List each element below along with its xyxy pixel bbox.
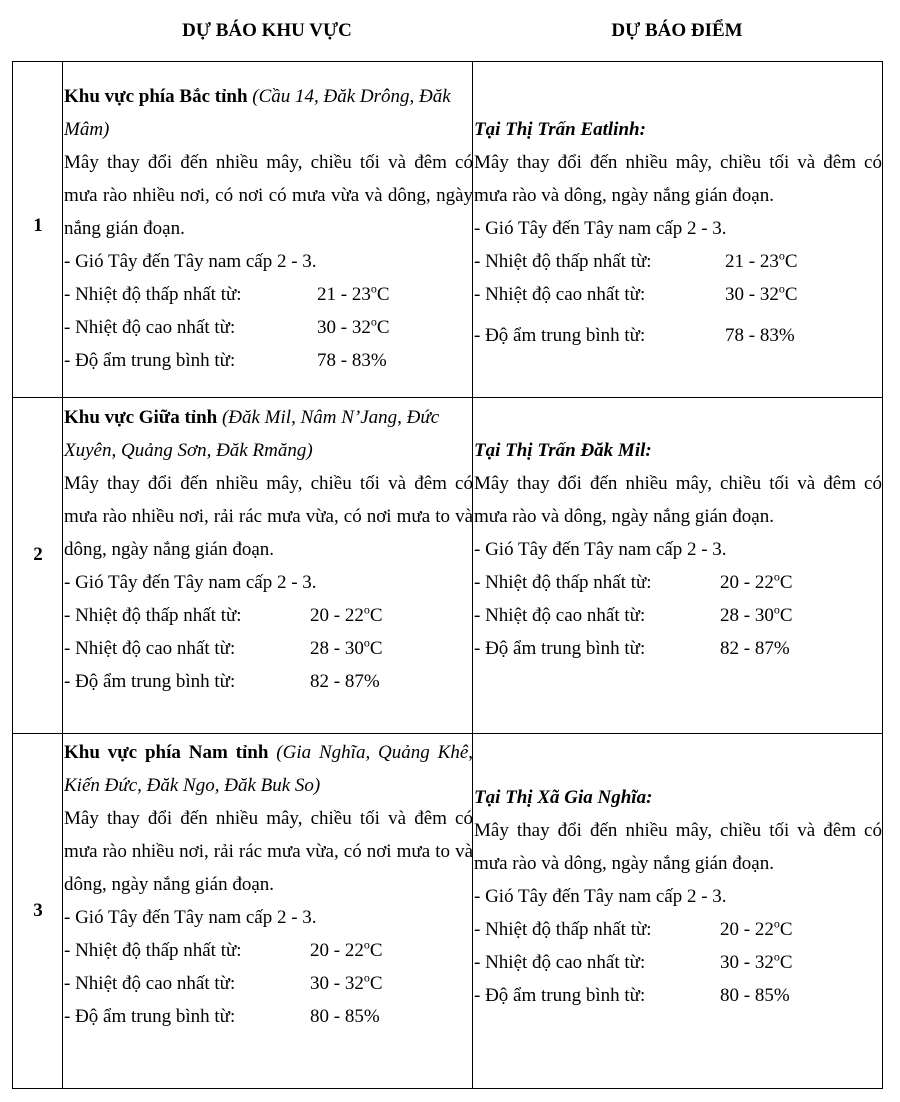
point-max-temp: - Nhiệt độ cao nhất từ: 28 - 30$^o$C bbox=[474, 602, 793, 626]
region-min-temp: - Nhiệt độ thấp nhất từ: 20 - 22$^o$C bbox=[64, 937, 383, 961]
point-max-temp: - Nhiệt độ cao nhất từ: 30 - 32$^o$C bbox=[474, 949, 793, 973]
region-max-temp: - Nhiệt độ cao nhất từ: 28 - 30$^o$C bbox=[64, 635, 383, 659]
regional-forecast-cell bbox=[64, 401, 473, 698]
row-divider-1 bbox=[13, 397, 882, 398]
region-description: Mây thay đổi đến nhiều mây, chiều tối và đêm có mưa rào nhiều nơi, rải rác mưa vừa, có nơi mưa to và dông, ngày nắng gián đoạn. bbox=[64, 808, 473, 895]
region-description: Mây thay đổi đến nhiều mây, chiều tối và đêm có mưa rào nhiều nơi, rải rác mưa vừa, có nơi mưa to và dông, ngày nắng gián đoạn. bbox=[64, 473, 473, 560]
point-location: Tại Thị Xã Gia Nghĩa: bbox=[474, 787, 653, 808]
region-title bbox=[64, 80, 473, 146]
region-name: Khu vực Giữa tỉnh bbox=[64, 407, 218, 428]
header-regional-forecast: DỰ BÁO KHU VỰC bbox=[182, 20, 352, 41]
point-humidity: - Độ ẩm trung bình từ: 82 - 87% bbox=[474, 638, 790, 659]
row-number: 1 bbox=[33, 215, 43, 236]
point-description: Mây thay đổi đến nhiều mây, chiều tối và đêm có mưa rào và dông, ngày nắng gián đoạn. bbox=[474, 473, 882, 527]
point-wind: - Gió Tây đến Tây nam cấp 2 - 3. bbox=[474, 218, 727, 239]
region-humidity: - Độ ẩm trung bình từ: 78 - 83% bbox=[64, 350, 387, 371]
region-title bbox=[64, 736, 473, 802]
row-number: 3 bbox=[33, 900, 43, 921]
region-description: Mây thay đổi đến nhiều mây, chiều tối và đêm có mưa rào nhiều nơi, có nơi có mưa vừa và dông, ngày nắng gián đoạn. bbox=[64, 152, 473, 239]
point-forecast-cell bbox=[474, 113, 882, 352]
point-forecast-cell bbox=[474, 781, 882, 1012]
row-number: 2 bbox=[33, 544, 43, 565]
table-header bbox=[0, 0, 900, 61]
region-title bbox=[64, 401, 473, 467]
point-wind: - Gió Tây đến Tây nam cấp 2 - 3. bbox=[474, 539, 727, 560]
region-name: Khu vực phía Bắc tỉnh bbox=[64, 86, 248, 107]
header-point-forecast: DỰ BÁO ĐIỂM bbox=[611, 20, 743, 41]
region-districts: (Gia Nghĩa, Quảng Khê, Kiến Đức, Đăk Ngo, Đăk Buk So) bbox=[64, 742, 474, 796]
region-humidity: - Độ ẩm trung bình từ: 80 - 85% bbox=[64, 1006, 380, 1027]
point-description: Mây thay đổi đến nhiều mây, chiều tối và đêm có mưa rào và dông, ngày nắng gián đoạn. bbox=[474, 152, 882, 206]
region-districts: (Đăk Mil, Nâm N’Jang, Đức Xuyên, Quảng Sơn, Đăk Rmăng) bbox=[64, 407, 440, 461]
region-min-temp: - Nhiệt độ thấp nhất từ: 20 - 22$^o$C bbox=[64, 602, 383, 626]
regional-forecast-cell bbox=[64, 80, 473, 377]
point-min-temp: - Nhiệt độ thấp nhất từ: 21 - 23$^o$C bbox=[474, 248, 798, 272]
region-districts: (Cầu 14, Đăk Drông, Đăk Mâm) bbox=[64, 86, 451, 140]
forecast-table bbox=[12, 61, 883, 1089]
region-max-temp: - Nhiệt độ cao nhất từ: 30 - 32$^o$C bbox=[64, 314, 390, 338]
point-min-temp: - Nhiệt độ thấp nhất từ: 20 - 22$^o$C bbox=[474, 916, 793, 940]
region-humidity: - Độ ẩm trung bình từ: 82 - 87% bbox=[64, 671, 380, 692]
region-wind: - Gió Tây đến Tây nam cấp 2 - 3. bbox=[64, 572, 317, 593]
point-min-temp: - Nhiệt độ thấp nhất từ: 20 - 22$^o$C bbox=[474, 569, 793, 593]
point-wind: - Gió Tây đến Tây nam cấp 2 - 3. bbox=[474, 886, 727, 907]
regional-forecast-cell bbox=[64, 736, 473, 1033]
region-min-temp: - Nhiệt độ thấp nhất từ: 21 - 23$^o$C bbox=[64, 281, 390, 305]
row-divider-2 bbox=[13, 733, 882, 734]
point-location: Tại Thị Trấn Eatlinh: bbox=[474, 119, 646, 140]
point-description: Mây thay đổi đến nhiều mây, chiều tối và đêm có mưa rào và dông, ngày nắng gián đoạn. bbox=[474, 820, 882, 874]
region-wind: - Gió Tây đến Tây nam cấp 2 - 3. bbox=[64, 251, 317, 272]
point-forecast-cell bbox=[474, 434, 882, 665]
region-max-temp: - Nhiệt độ cao nhất từ: 30 - 32$^o$C bbox=[64, 970, 383, 994]
point-humidity: - Độ ẩm trung bình từ: 80 - 85% bbox=[474, 985, 790, 1006]
point-max-temp: - Nhiệt độ cao nhất từ: 30 - 32$^o$C bbox=[474, 281, 798, 305]
point-location: Tại Thị Trấn Đăk Mil: bbox=[474, 440, 652, 461]
point-humidity: - Độ ẩm trung bình từ: 78 - 83% bbox=[474, 325, 795, 346]
region-wind: - Gió Tây đến Tây nam cấp 2 - 3. bbox=[64, 907, 317, 928]
region-name: Khu vực phía Nam tỉnh bbox=[64, 742, 269, 763]
